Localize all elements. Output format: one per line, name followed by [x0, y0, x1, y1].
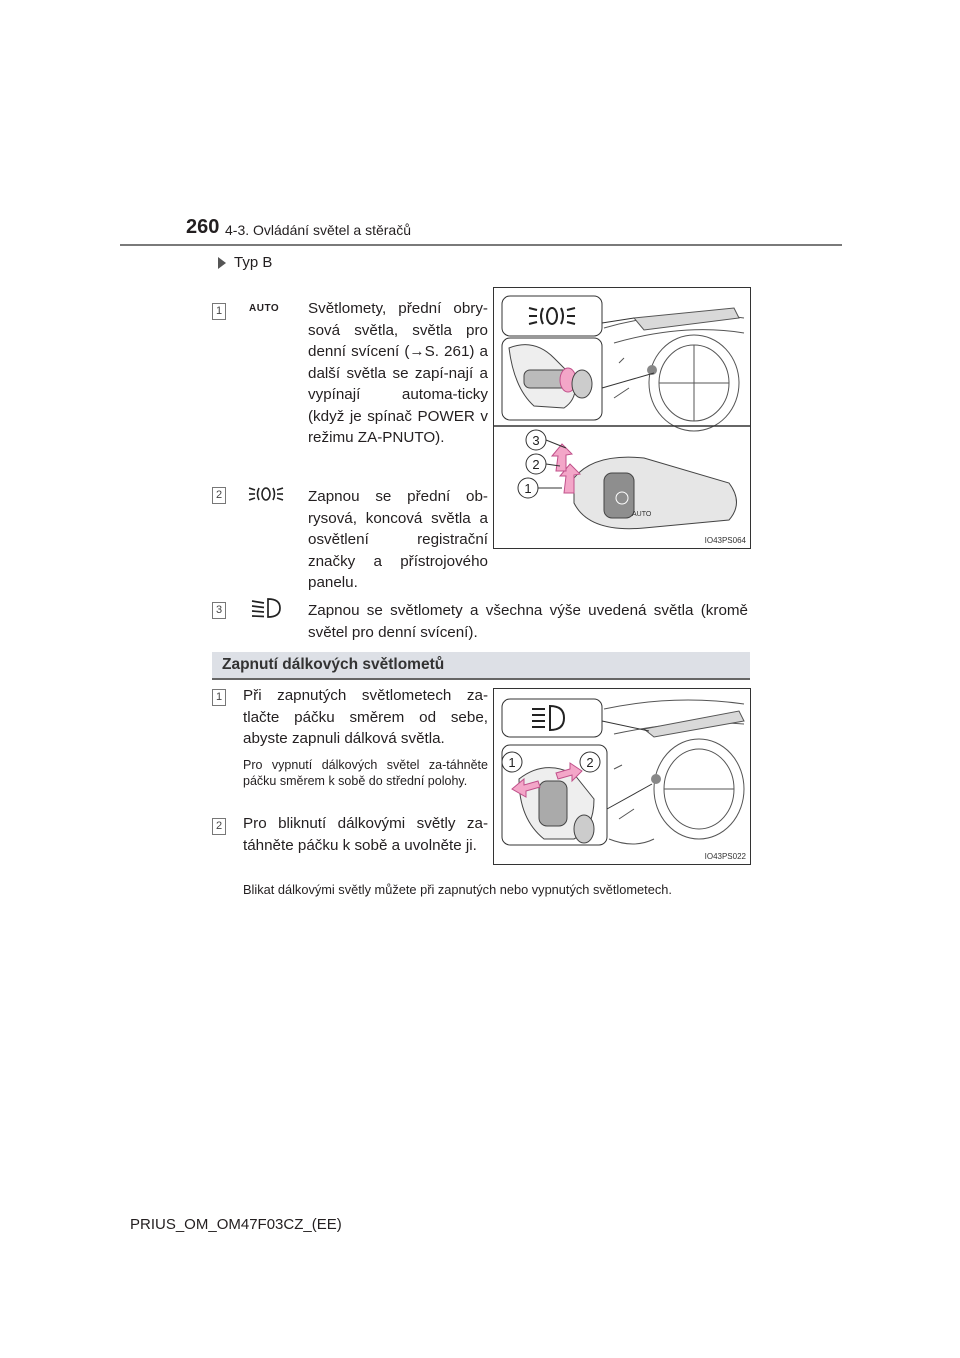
high-beam-figure	[493, 688, 751, 865]
high-beam-item-2-text: Pro bliknutí dálkovými světly za-táhněte páčku k sobě a uvolněte ji.	[243, 815, 488, 854]
high-beam-item-number-1: 1	[212, 689, 226, 706]
item-1-text: Světlomety, přední obry-sová světla, světla pro denní svícení (→S. 261) a další světla se zapí-nají a vypínají automa-ticky (když je spínač POWER v režimu ZA-PNUTO).	[308, 300, 488, 446]
page-number: 260	[186, 216, 220, 238]
callout-2: 2	[532, 457, 540, 472]
figure1-code: IO43PS064	[704, 536, 746, 545]
section-heading: Zapnutí dálkových světlometů	[222, 656, 445, 673]
section-title: 4-3. Ovládání světel a stěračů	[225, 222, 411, 238]
high-beam-illustration	[494, 689, 750, 864]
high-beam-item-1-text: Při zapnutých světlometech za-tlačte páčku směrem od sebe, abyste zapnuli dálková světla.	[243, 687, 488, 747]
parking-lights-icon	[248, 484, 284, 509]
headlight-switch-illustration	[494, 288, 750, 548]
item-number-1: 1	[212, 303, 226, 320]
headlight-switch-figure	[493, 287, 751, 549]
item-2-text: Zapnou se přední ob-rysová, koncová světla a osvětlení registrační značky a přístrojového panelu.	[308, 488, 488, 591]
footer-doc-code: PRIUS_OM_OM47F03CZ_(EE)	[130, 1216, 342, 1233]
item-3-text: Zapnou se světlomety a všechna výše uvedená světla (kromě světel pro denní svícení).	[308, 602, 748, 641]
hb-callout-1: 1	[508, 755, 516, 770]
low-beam-icon	[250, 596, 282, 625]
switch-auto-label: AUTO	[632, 511, 652, 518]
callout-1: 1	[524, 481, 532, 496]
callout-3: 3	[532, 433, 540, 448]
triangle-bullet-icon	[218, 257, 226, 269]
high-beam-item-1-note: Pro vypnutí dálkových světel za-táhněte páčku směrem k sobě do střední polohy.	[243, 758, 488, 788]
high-beam-item-number-2: 2	[212, 818, 226, 835]
figure2-code: IO43PS022	[704, 852, 746, 861]
item-number-3: 3	[212, 602, 226, 619]
type-label: Typ B	[218, 254, 272, 271]
auto-icon: AUTO	[249, 303, 280, 314]
section-header-bar	[212, 652, 750, 680]
hb-callout-2: 2	[586, 755, 594, 770]
header-divider	[120, 244, 842, 246]
item-number-2: 2	[212, 487, 226, 504]
footnote: Blikat dálkovými světly můžete při zapnutých nebo vypnutých světlometech.	[243, 882, 672, 897]
